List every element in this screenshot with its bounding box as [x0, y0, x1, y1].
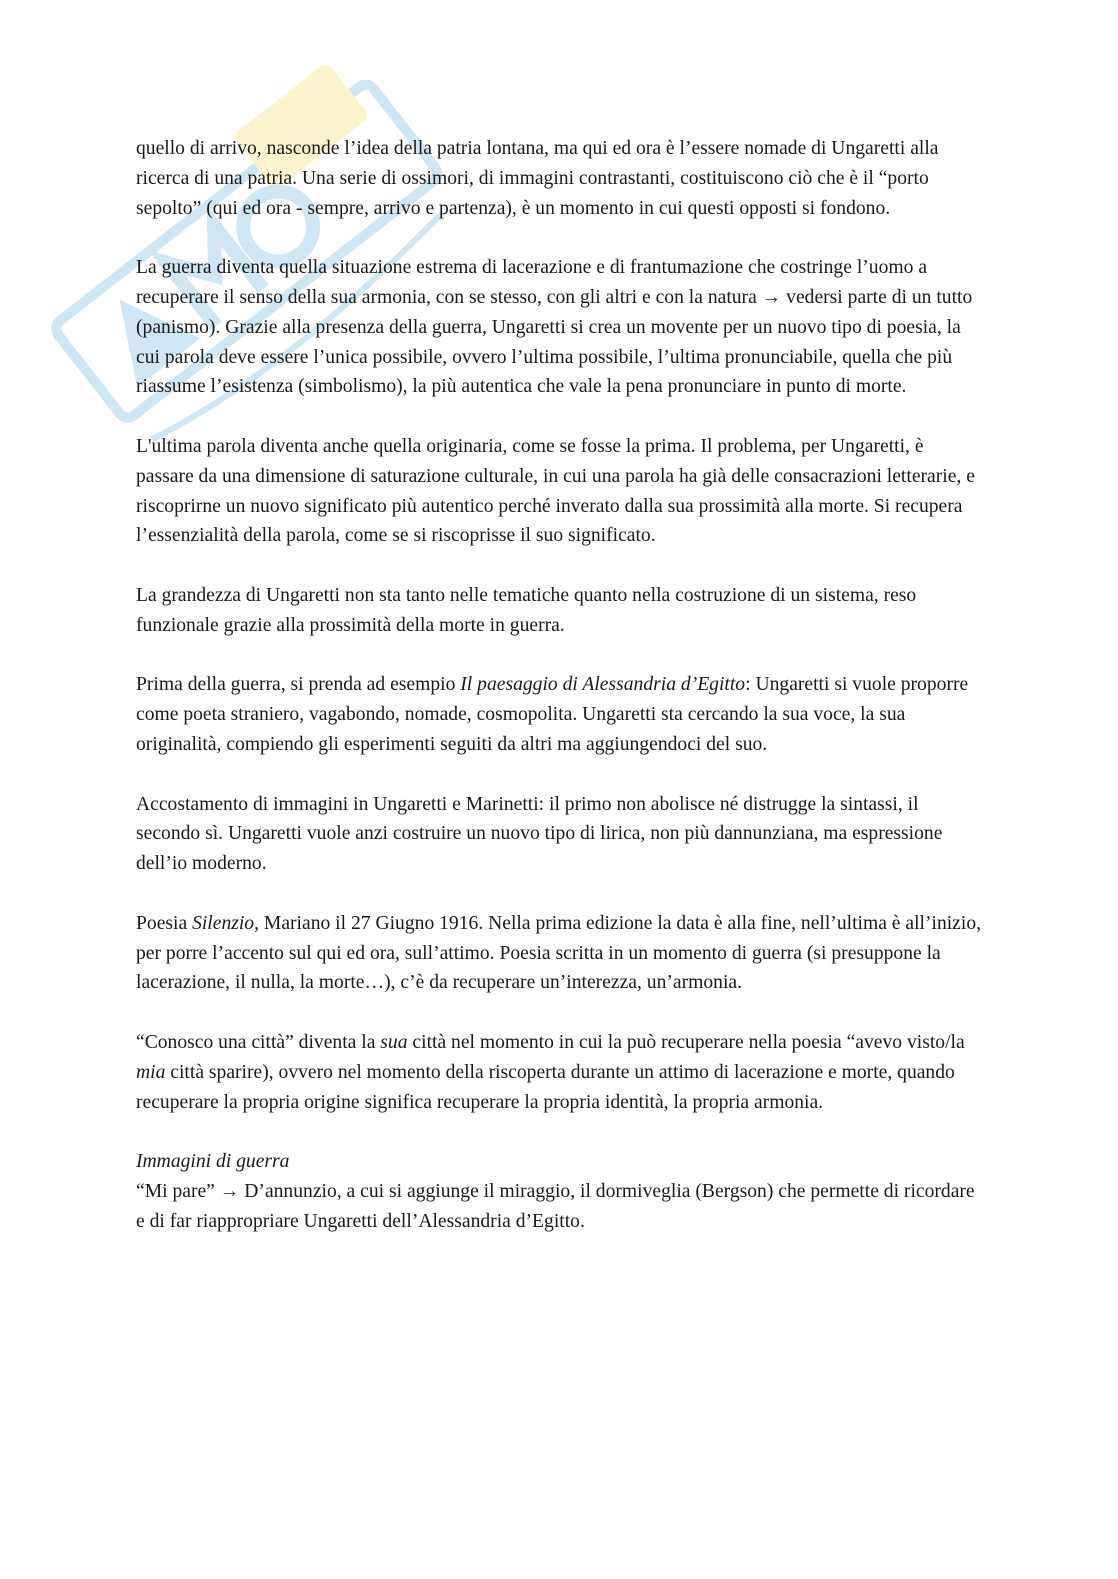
italic-text-run: Il paesaggio di Alessandria d’Egitto	[460, 674, 746, 696]
body-paragraph	[136, 790, 986, 879]
text-run: Prima della guerra, si prenda ad esempio	[136, 674, 461, 696]
body-paragraph	[136, 1177, 986, 1237]
body-paragraph	[136, 909, 986, 998]
body-paragraph	[136, 581, 986, 641]
body-paragraph	[136, 1028, 986, 1117]
text-run: “Mi pare” → D’annunzio, a cui si aggiunge il miraggio, il dormiveglia (Bergson) che permette di ricordare e di far riappropriare Ungaretti dell’Alessandria d’Egitto.	[136, 1180, 975, 1232]
text-run: La grandezza di Ungaretti non sta tanto nelle tematiche quanto nella costruzione di un sistema, reso funzionale grazie alla prossimità della morte in guerra.	[136, 584, 917, 636]
body-paragraph	[136, 253, 986, 402]
text-run: : Ungaretti si vuole proporre come poeta straniero, vagabondo, nomade, cosmopolita. Ungaretti sta cercando la sua voce, la sua originalità, compiendo gli esperimenti seguiti da altri ma aggiungendoci del suo.	[136, 674, 969, 755]
italic-text-run: Silenzio	[192, 912, 255, 934]
document-body	[136, 134, 986, 1266]
section-heading-text: Immagini di guerra	[136, 1151, 290, 1173]
text-run: città nel momento in cui la può recuperare nella poesia “avevo visto/la	[407, 1031, 965, 1053]
text-run: “Conosco una città” diventa la	[136, 1031, 381, 1053]
text-run: Poesia	[136, 912, 193, 934]
body-paragraph	[136, 670, 986, 759]
italic-text-run: mia	[136, 1061, 166, 1083]
text-run: La guerra diventa quella situazione estrema di lacerazione e di frantumazione che costringe l’uomo a recuperare il senso della sua armonia, con se stesso, con gli altri e con la natura → vedersi parte di un tutto (panismo). Grazie alla presenza della guerra, Ungaretti si crea un movente per un nuovo tipo di poesia, la cui parola deve essere l’unica possibile, ovvero l’ultima possibile, l’ultima pronunciabile, quella che più riassume l’esistenza (simbolismo), la più autentica che vale la pena pronunciare in punto di morte.	[136, 257, 973, 398]
section-heading	[136, 1147, 986, 1177]
body-paragraph	[136, 432, 986, 551]
text-run: L'ultima parola diventa anche quella originaria, come se fosse la prima. Il problema, per Ungaretti, è passare da una dimensione di saturazione culturale, in cui una parola ha già delle consacrazioni letterarie, e riscoprirne un nuovo significato più autentico perché inverato dalla sua prossimità alla morte. Si recupera l’essenzialità della parola, come se si riscoprisse il suo significato.	[136, 435, 975, 547]
text-run: città sparire), ovvero nel momento della riscoperta durante un attimo di lacerazione e morte, quando recuperare la propria origine significa recuperare la propria identità, la propria armonia.	[136, 1061, 955, 1113]
italic-text-run: sua	[380, 1031, 408, 1053]
text-run: quello di arrivo, nasconde l’idea della patria lontana, ma qui ed ora è l’essere nomade di Ungaretti alla ricerca di una patria. Una serie di ossimori, di immagini contrastanti, costituiscono ciò che è il “porto sepolto” (qui ed ora - sempre, arrivo e partenza), è un momento in cui questi opposti si fondono.	[136, 138, 939, 219]
text-run: Accostamento di immagini in Ungaretti e Marinetti: il primo non abolisce né distrugge la sintassi, il secondo sì. Ungaretti vuole anzi costruire un nuovo tipo di lirica, non più dannunziana, ma espressione dell’io moderno.	[136, 793, 943, 875]
body-paragraph	[136, 134, 986, 223]
text-run: , Mariano il 27 Giugno 1916. Nella prima edizione la data è alla fine, nell’ultima è all’inizio, per porre l’accento sul qui ed ora, sull’attimo. Poesia scritta in un momento di guerra (si presuppone la lacerazione, il nulla, la morte…), c’è da recuperare un’interezza, un’armonia.	[136, 912, 982, 994]
